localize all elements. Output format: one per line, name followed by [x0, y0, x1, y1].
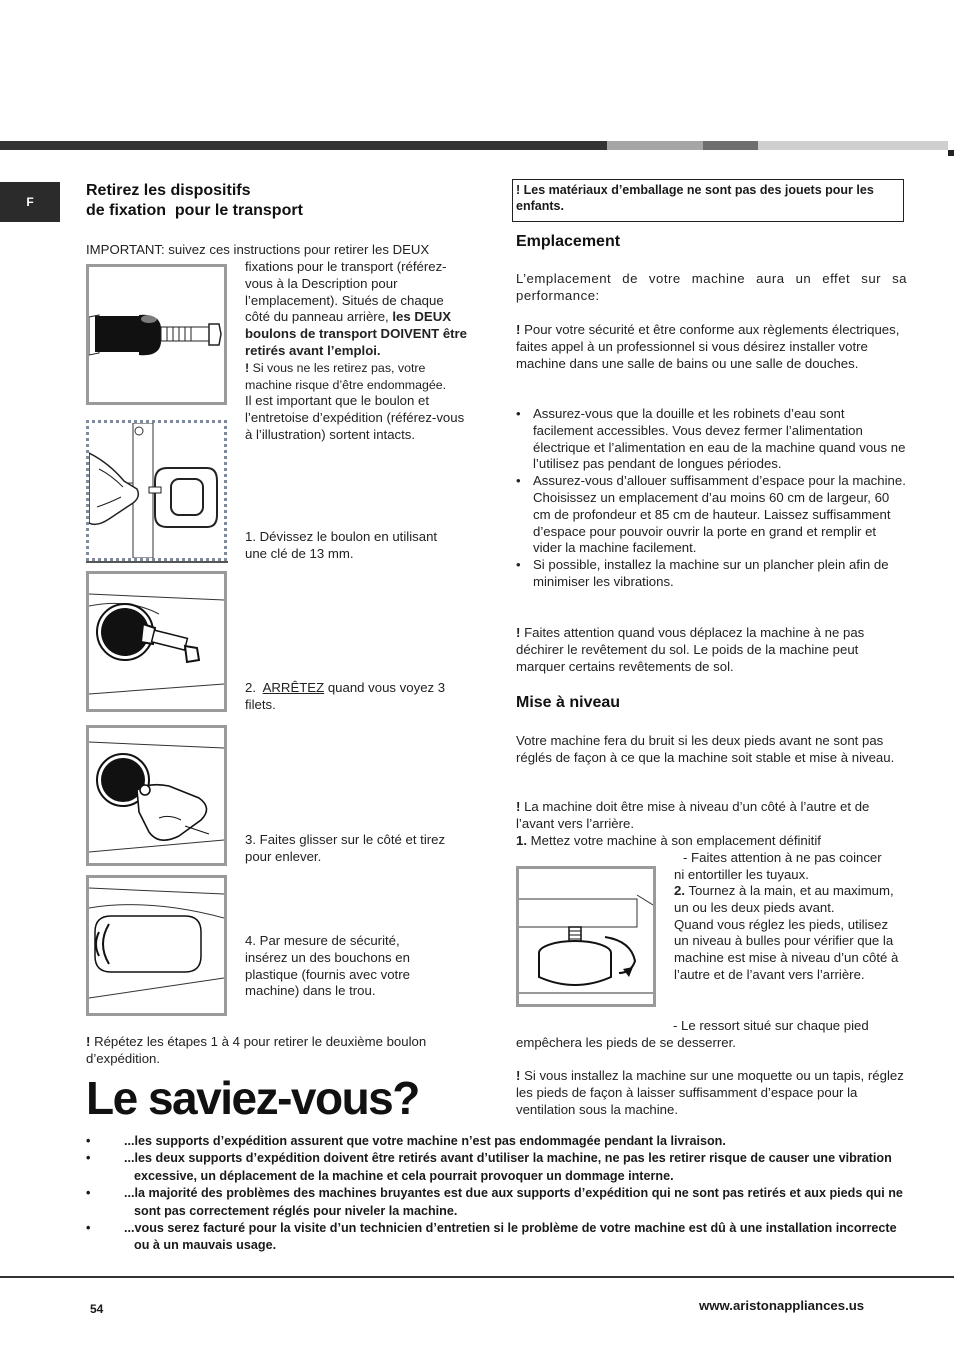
- section-title-transport: [86, 181, 466, 221]
- move-text: Faites attention quand vous déplacez la machine à ne pas déchirer le revêtement du sol. Le poids de la machine peut marquer certains revêtements de sol.: [516, 625, 865, 674]
- bullet-item: [516, 473, 908, 557]
- niveau-step-2-text: Tournez à la main, et au maximum, un ou les deux pieds avant.: [674, 883, 894, 915]
- repeat-text: Répétez les étapes 1 à 4 pour retirer le deuxième boulon d’expédition.: [86, 1034, 427, 1066]
- fact-item: [86, 1133, 906, 1150]
- niveau-step-1-num: 1.: [516, 833, 527, 848]
- fact-text: ...vous serez facturé pour la visite d’un technicien d’entretien si le problème de votre machine est dû à une installation incorrecte ou à un mauvais usage.: [124, 1221, 897, 1253]
- foot-illustration: [519, 869, 653, 1004]
- saviez-facts: [86, 1133, 906, 1255]
- fact-item: [86, 1185, 906, 1220]
- header-bar-dark: [0, 141, 607, 150]
- carpet-text: Si vous installez la machine sur une moquette ou un tapis, réglez les pieds de façon à laisser suffisamment d’espace pour la ventilation sous la machine.: [516, 1068, 904, 1117]
- move-mark: !: [516, 625, 521, 640]
- repeat-mark: !: [86, 1034, 91, 1049]
- warning-not-removed: [245, 360, 471, 394]
- bullet-text: Assurez-vous d’allouer suffisamment d’espace pour la machine. Choisissez un emplacement d’au moins 60 cm de largeur, 60 cm de profondeur et 85 cm de hauteur. Laissez suffisamment d’espace pour pouvoir ouvrir la porte en grand et remplir et vider la machine facilement.: [533, 473, 906, 556]
- step-3: 3. Faites glisser sur le côté et tirez pour enlever.: [245, 832, 446, 864]
- safety-mark: !: [516, 322, 521, 337]
- important-intro: IMPORTANT: suivez ces instructions pour retirer les DEUX: [86, 242, 430, 257]
- packaging-warning-text: Les matériaux d’emballage ne sont pas des jouets pour les enfants.: [516, 183, 874, 213]
- niveau-intro: Votre machine fera du bruit si les deux pieds avant ne sont pas réglés de façon à ce que la machine soit stable et mise à niveau.: [516, 733, 895, 765]
- bullet-text: Si possible, installez la machine sur un plancher plein afin de minimiser les vibrations.: [533, 557, 889, 589]
- important-bold: les DEUX boulons de transport DOIVENT être retirés avant l’emploi.: [245, 309, 468, 358]
- niveau-title: Mise à niveau: [516, 694, 621, 711]
- niveau-step-2-num: 2.: [674, 883, 685, 898]
- step-2: [245, 680, 473, 714]
- niveau-step-2: [674, 883, 899, 984]
- move-note: [516, 625, 911, 675]
- carpet-note: [516, 1068, 908, 1118]
- bolt-illustration: [89, 267, 224, 402]
- fact-bullet: •: [86, 1151, 91, 1166]
- emplacement-bullets: [516, 406, 908, 591]
- warning-text: Si vous ne les retirez pas, votre machine risque d’être endommagée.: [245, 360, 447, 392]
- step-2-link: ARRÊTEZ: [262, 680, 325, 695]
- header-bar-light: [607, 141, 703, 150]
- important-cont: fixations pour le transport (référez-vous à la Description pour l’emplacement). Situés de chaque côté du panneau arrière,: [245, 259, 447, 325]
- safety-note: [516, 322, 911, 372]
- unscrew-illustration: [89, 574, 224, 709]
- language-tab: F: [0, 182, 60, 222]
- step-1: 1. Dévissez le boulon en utilisant une clé de 13 mm.: [245, 529, 438, 561]
- figure-unscrew: [86, 571, 227, 712]
- packaging-warning-box: [512, 179, 904, 222]
- repeat-note: [86, 1034, 436, 1068]
- figure-transport-bolt: [86, 264, 227, 405]
- warning-mark: !: [245, 360, 250, 375]
- bullet-dot: •: [516, 557, 521, 573]
- figure-leveling-foot: [516, 866, 656, 1007]
- bullet-text: Assurez-vous que la douille et les robinets d’eau sont facilement accessibles. Vous devez fermer l’alimentation électrique et l’alimentation en eau de la machine quand vous ne l’utilisez pas pendant de longues périodes.: [533, 406, 906, 472]
- fact-item: [86, 1220, 906, 1255]
- bullet-dot: •: [516, 406, 521, 421]
- footer-rule: [0, 1276, 954, 1278]
- fact-bullet: •: [86, 1221, 91, 1236]
- fact-bullet: •: [86, 1134, 91, 1148]
- niveau-step-2-extra: Quand vous réglez les pieds, utilisez un niveau à bulles pour vérifier que la machine est mise à niveau d’un côté à l’autre et de l’avant vers l’arrière.: [674, 916, 899, 982]
- niveau-step-1-text: Mettez votre machine à son emplacement définitif: [530, 833, 821, 848]
- fact-text: ...les deux supports d’expédition doivent être retirés avant d’utiliser la machine, ne pas les retirer risque de causer une vibration excessive, un déplacement de la machine et cela pourrait provoquer un dommage interne.: [124, 1151, 892, 1183]
- emplacement-title: Emplacement: [516, 233, 621, 250]
- figure-wrench: [86, 420, 227, 561]
- intact-text: Il est important que le boulon et l’entretoise d’expédition (référez-vous à l’illustration) sortent intacts.: [245, 393, 465, 442]
- fact-item: [86, 1150, 906, 1185]
- niveau-step-1-sub: - Faites attention à ne pas coincer ni entortiller les tuyaux.: [674, 850, 882, 882]
- packaging-warning-mark: !: [516, 183, 521, 197]
- figure-plastic-cap: [86, 875, 227, 1016]
- header-bar-mid: [703, 141, 758, 150]
- step-2-rest: quand vous voyez 3 filets.: [245, 680, 446, 712]
- bullet-item: [516, 406, 908, 473]
- niveau-warning-text: La machine doit être mise à niveau d’un côté à l’autre et de l’avant vers l’arrière.: [516, 799, 870, 831]
- niveau-warning: [516, 799, 908, 833]
- header-bar-pale: [758, 141, 948, 150]
- emplacement-intro: L’emplacement de votre machine aura un effet sur sa performance:: [516, 271, 907, 303]
- safety-text: Pour votre sécurité et être conforme aux règlements électriques, faites appel à un professionnel si vous désirez installer votre machine dans une salle de bains ou une salle de douches.: [516, 322, 900, 371]
- fact-text: ...les supports d’expédition assurent que votre machine n’est pas endommagée pendant la livraison.: [124, 1134, 726, 1148]
- title-line-1: Retirez les dispositifs: [86, 182, 251, 199]
- niveau-step-1: [516, 833, 908, 850]
- figure-slide-out: [86, 725, 227, 866]
- wrench-illustration: [89, 423, 224, 558]
- niveau-warning-mark: !: [516, 799, 521, 814]
- carpet-mark: !: [516, 1068, 521, 1083]
- bullet-dot: •: [516, 473, 521, 489]
- fact-text: ...la majorité des problèmes des machines bruyantes est due aux supports d’expédition qui ne sont pas retirés et aux pieds qui ne sont pas correctement réglés pour niveler la machine.: [124, 1186, 903, 1218]
- fact-bullet: •: [86, 1186, 91, 1201]
- spring-text: - Le ressort situé sur chaque pied empêchera les pieds de se desserrer.: [516, 1018, 869, 1050]
- website-link[interactable]: www.aristonappliances.us: [699, 1298, 865, 1313]
- important-block: [245, 259, 471, 444]
- page-number: 54: [90, 1302, 104, 1316]
- bullet-item: [516, 557, 908, 591]
- spring-note: [516, 1018, 908, 1052]
- header-bar-end-mark: [948, 150, 954, 156]
- step-4: 4. Par mesure de sécurité, insérez un des bouchons en plastique (fournis avec votre machine) dans le trou.: [245, 933, 410, 999]
- cap-illustration: [89, 878, 224, 1013]
- title-line-2: de fixation pour le transport: [86, 202, 303, 219]
- saviez-title: Le saviez-vous?: [86, 1072, 419, 1124]
- step-2-num: 2.: [245, 680, 256, 695]
- figure-wrench-baseline: [86, 561, 228, 563]
- slide-out-illustration: [89, 728, 224, 863]
